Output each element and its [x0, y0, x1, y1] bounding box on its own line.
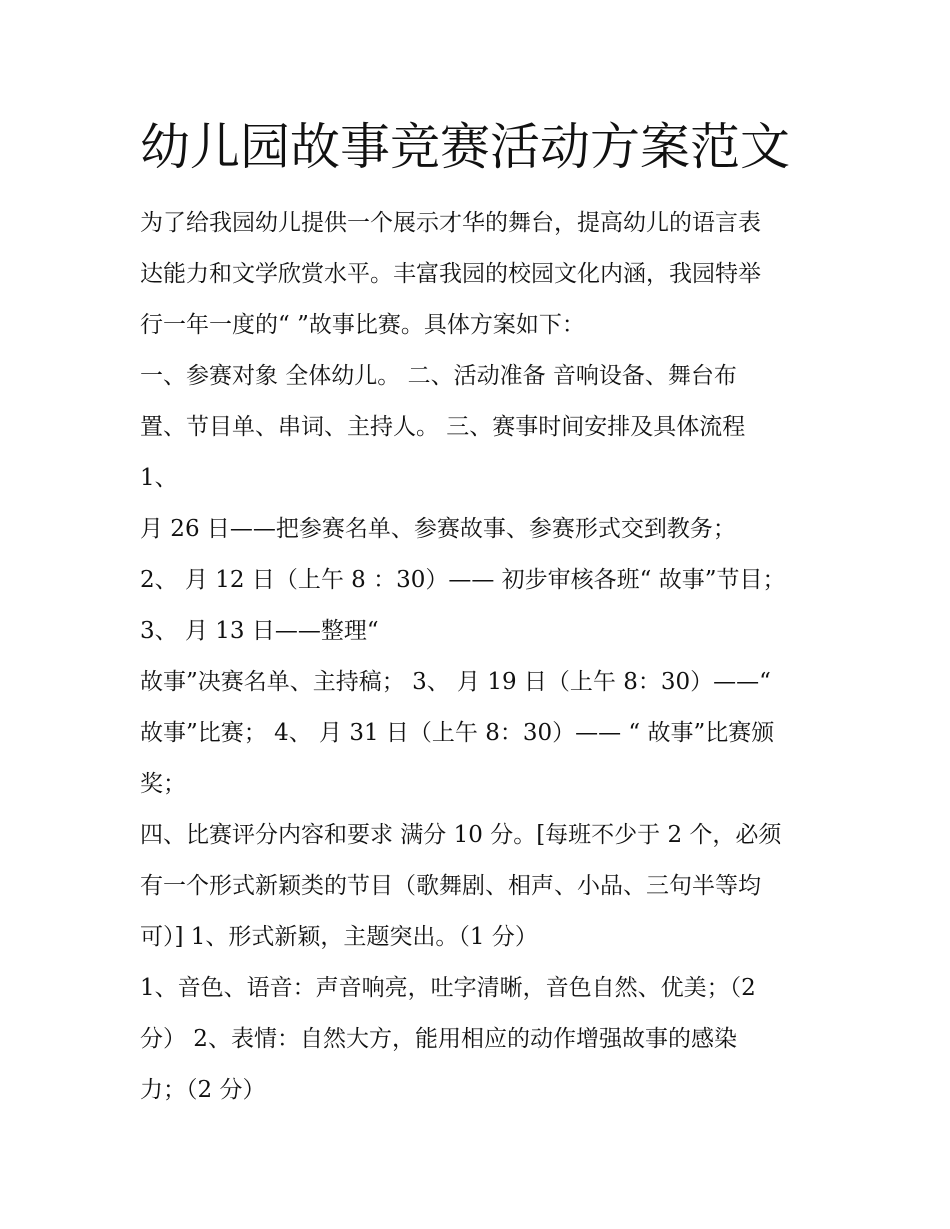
body-line: 故事”决赛名单、主持稿； 3、 月 19 日（上午 8：30）——“ — [140, 669, 771, 695]
body-line: 故事”比赛； 4、 月 31 日（上午 8：30）—— “ 故事”比赛颁 — [140, 720, 775, 746]
body-line: 分） 2、表情：自然大方，能用相应的动作增强故事的感染 — [140, 1026, 737, 1052]
body-line: 行一年一度的“ ”故事比赛。具体方案如下： — [140, 312, 585, 338]
body-line: 可）] 1、形式新颖，主题突出。（1 分） — [140, 924, 538, 950]
body-line: 2、 月 12 日（上午 8 ：30）—— 初步审核各班“ 故事”节目； — [140, 567, 786, 593]
document-title: 幼儿园故事竞赛活动方案范文 — [140, 118, 790, 176]
body-line: 四、比赛评分内容和要求 满分 10 分。[每班不少于 2 个，必须 — [140, 822, 782, 848]
document-body — [140, 198, 820, 1116]
body-line: 月 26 日——把参赛名单、参赛故事、参赛形式交到教务； — [140, 516, 736, 542]
body-line: 力；（2 分） — [140, 1077, 266, 1103]
body-line: 3、 月 13 日——整理“ — [140, 618, 379, 644]
body-line: 1、音色、语音：声音响亮，吐字清晰，音色自然、优美；（2 — [140, 975, 756, 1001]
body-line: 达能力和文学欣赏水平。丰富我园的校园文化内涵，我园特举 — [140, 261, 761, 287]
body-line: 一、参赛对象 全体幼儿。 二、活动准备 音响设备、舞台布 — [140, 363, 737, 389]
body-line: 1、 — [140, 465, 178, 491]
body-line: 为了给我园幼儿提供一个展示才华的舞台，提高幼儿的语言表 — [140, 210, 761, 236]
body-line: 置、节目单、串词、主持人。 三、赛事时间安排及具体流程 — [140, 414, 746, 440]
body-line: 奖； — [140, 771, 186, 797]
body-line: 有一个形式新颖类的节目（歌舞剧、相声、小品、三句半等均 — [140, 873, 761, 899]
